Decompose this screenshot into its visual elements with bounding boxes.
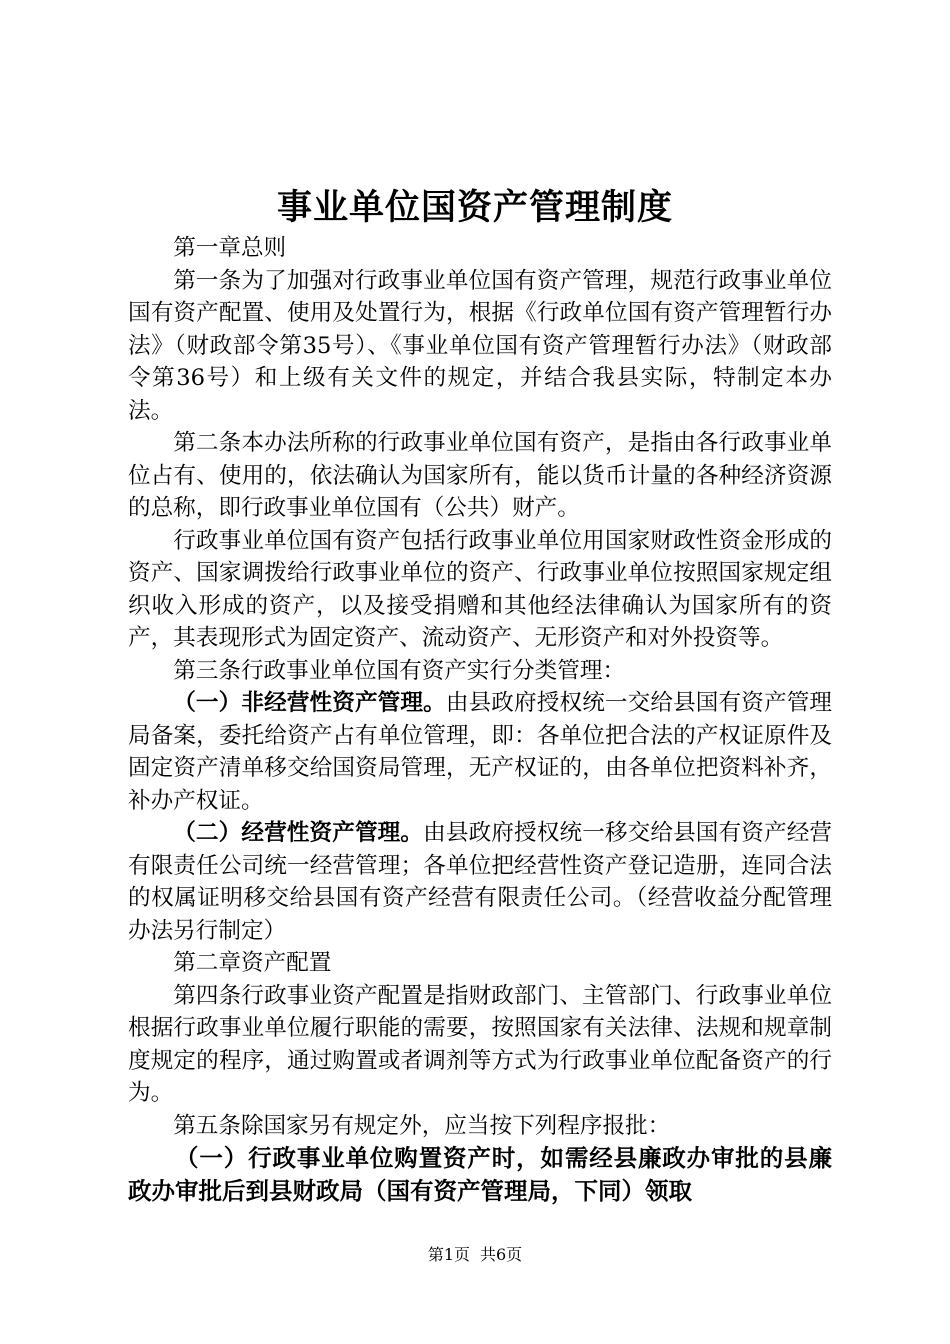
paragraph: 第三条行政事业单位国有资产实行分类管理： xyxy=(173,657,626,684)
paragraph: 第一条为了加强对行政事业单位国有资产管理，规范行政事业单位国有资产配置、使用及处置行为，根据《行政单位国有资产管理暂行办法》（财政部令第35号）、《事业单位国有资产管理暂行办法》（财政部令第36号）和上级有关文件的规定，并结合我县实际，特制定本办法。 xyxy=(128,267,832,424)
paragraph: 第二条本办法所称的行政事业单位国有资产，是指由各行政事业单位占有、使用的，依法确认为国家所有，能以货币计量的各种经济资源的总称，即行政事业单位国有（公共）财产。 xyxy=(128,430,832,521)
bold-lead: （二）经营性资产管理。 xyxy=(173,820,424,846)
page-number: 第1页 xyxy=(427,1245,470,1264)
bold-lead: （一）非经营性资产管理。 xyxy=(173,690,446,716)
document-title: 事业单位国资产管理制度 xyxy=(276,188,673,228)
paragraph: （一）非经营性资产管理。由县政府授权统一交给县国有资产管理局备案，委托给资产占有单位管理，即：各单位把合法的产权证原件及固定资产清单移交给国资局管理，无产权证的，由各单位把资料补齐，补办产权证。 xyxy=(128,690,833,814)
page-footer xyxy=(0,1245,950,1265)
chapter-heading: 第一章总则 xyxy=(173,235,287,261)
paragraph: （二）经营性资产管理。由县政府授权统一移交给县国有资产经营有限责任公司统一经营管理；各单位把经营性资产登记造册，连同合法的权属证明移交给县国有资产经营有限责任公司。（经营收益分配管理办法另行制定） xyxy=(128,820,833,944)
paragraph: 第四条行政事业资产配置是指财政部门、主管部门、行政事业单位根据行政事业单位履行职能的需要，按照国家有关法律、法规和规章制度规定的程序，通过购置或者调剂等方式为行政事业单位配备资产的行为。 xyxy=(128,982,832,1106)
document-body xyxy=(128,232,832,1208)
paragraph: 行政事业单位国有资产包括行政事业单位用国家财政性资金形成的资产、国家调拨给行政事业单位的资产、行政事业单位按照国家规定组织收入形成的资产，以及接受捐赠和其他经法律确认为国家所有的资产，其表现形式为固定资产、流动资产、无形资产和对外投资等。 xyxy=(128,527,832,651)
chapter-heading: 第二章资产配置 xyxy=(173,950,332,976)
bold-paragraph: （一）行政事业单位购置资产时，如需经县廉政办审批的县廉政办审批后到县财政局（国有资产管理局，下同）领取 xyxy=(128,1144,832,1205)
paragraph: 第五条除国家另有规定外，应当按下列程序报批： xyxy=(173,1112,671,1139)
page-total: 共6页 xyxy=(480,1245,523,1264)
